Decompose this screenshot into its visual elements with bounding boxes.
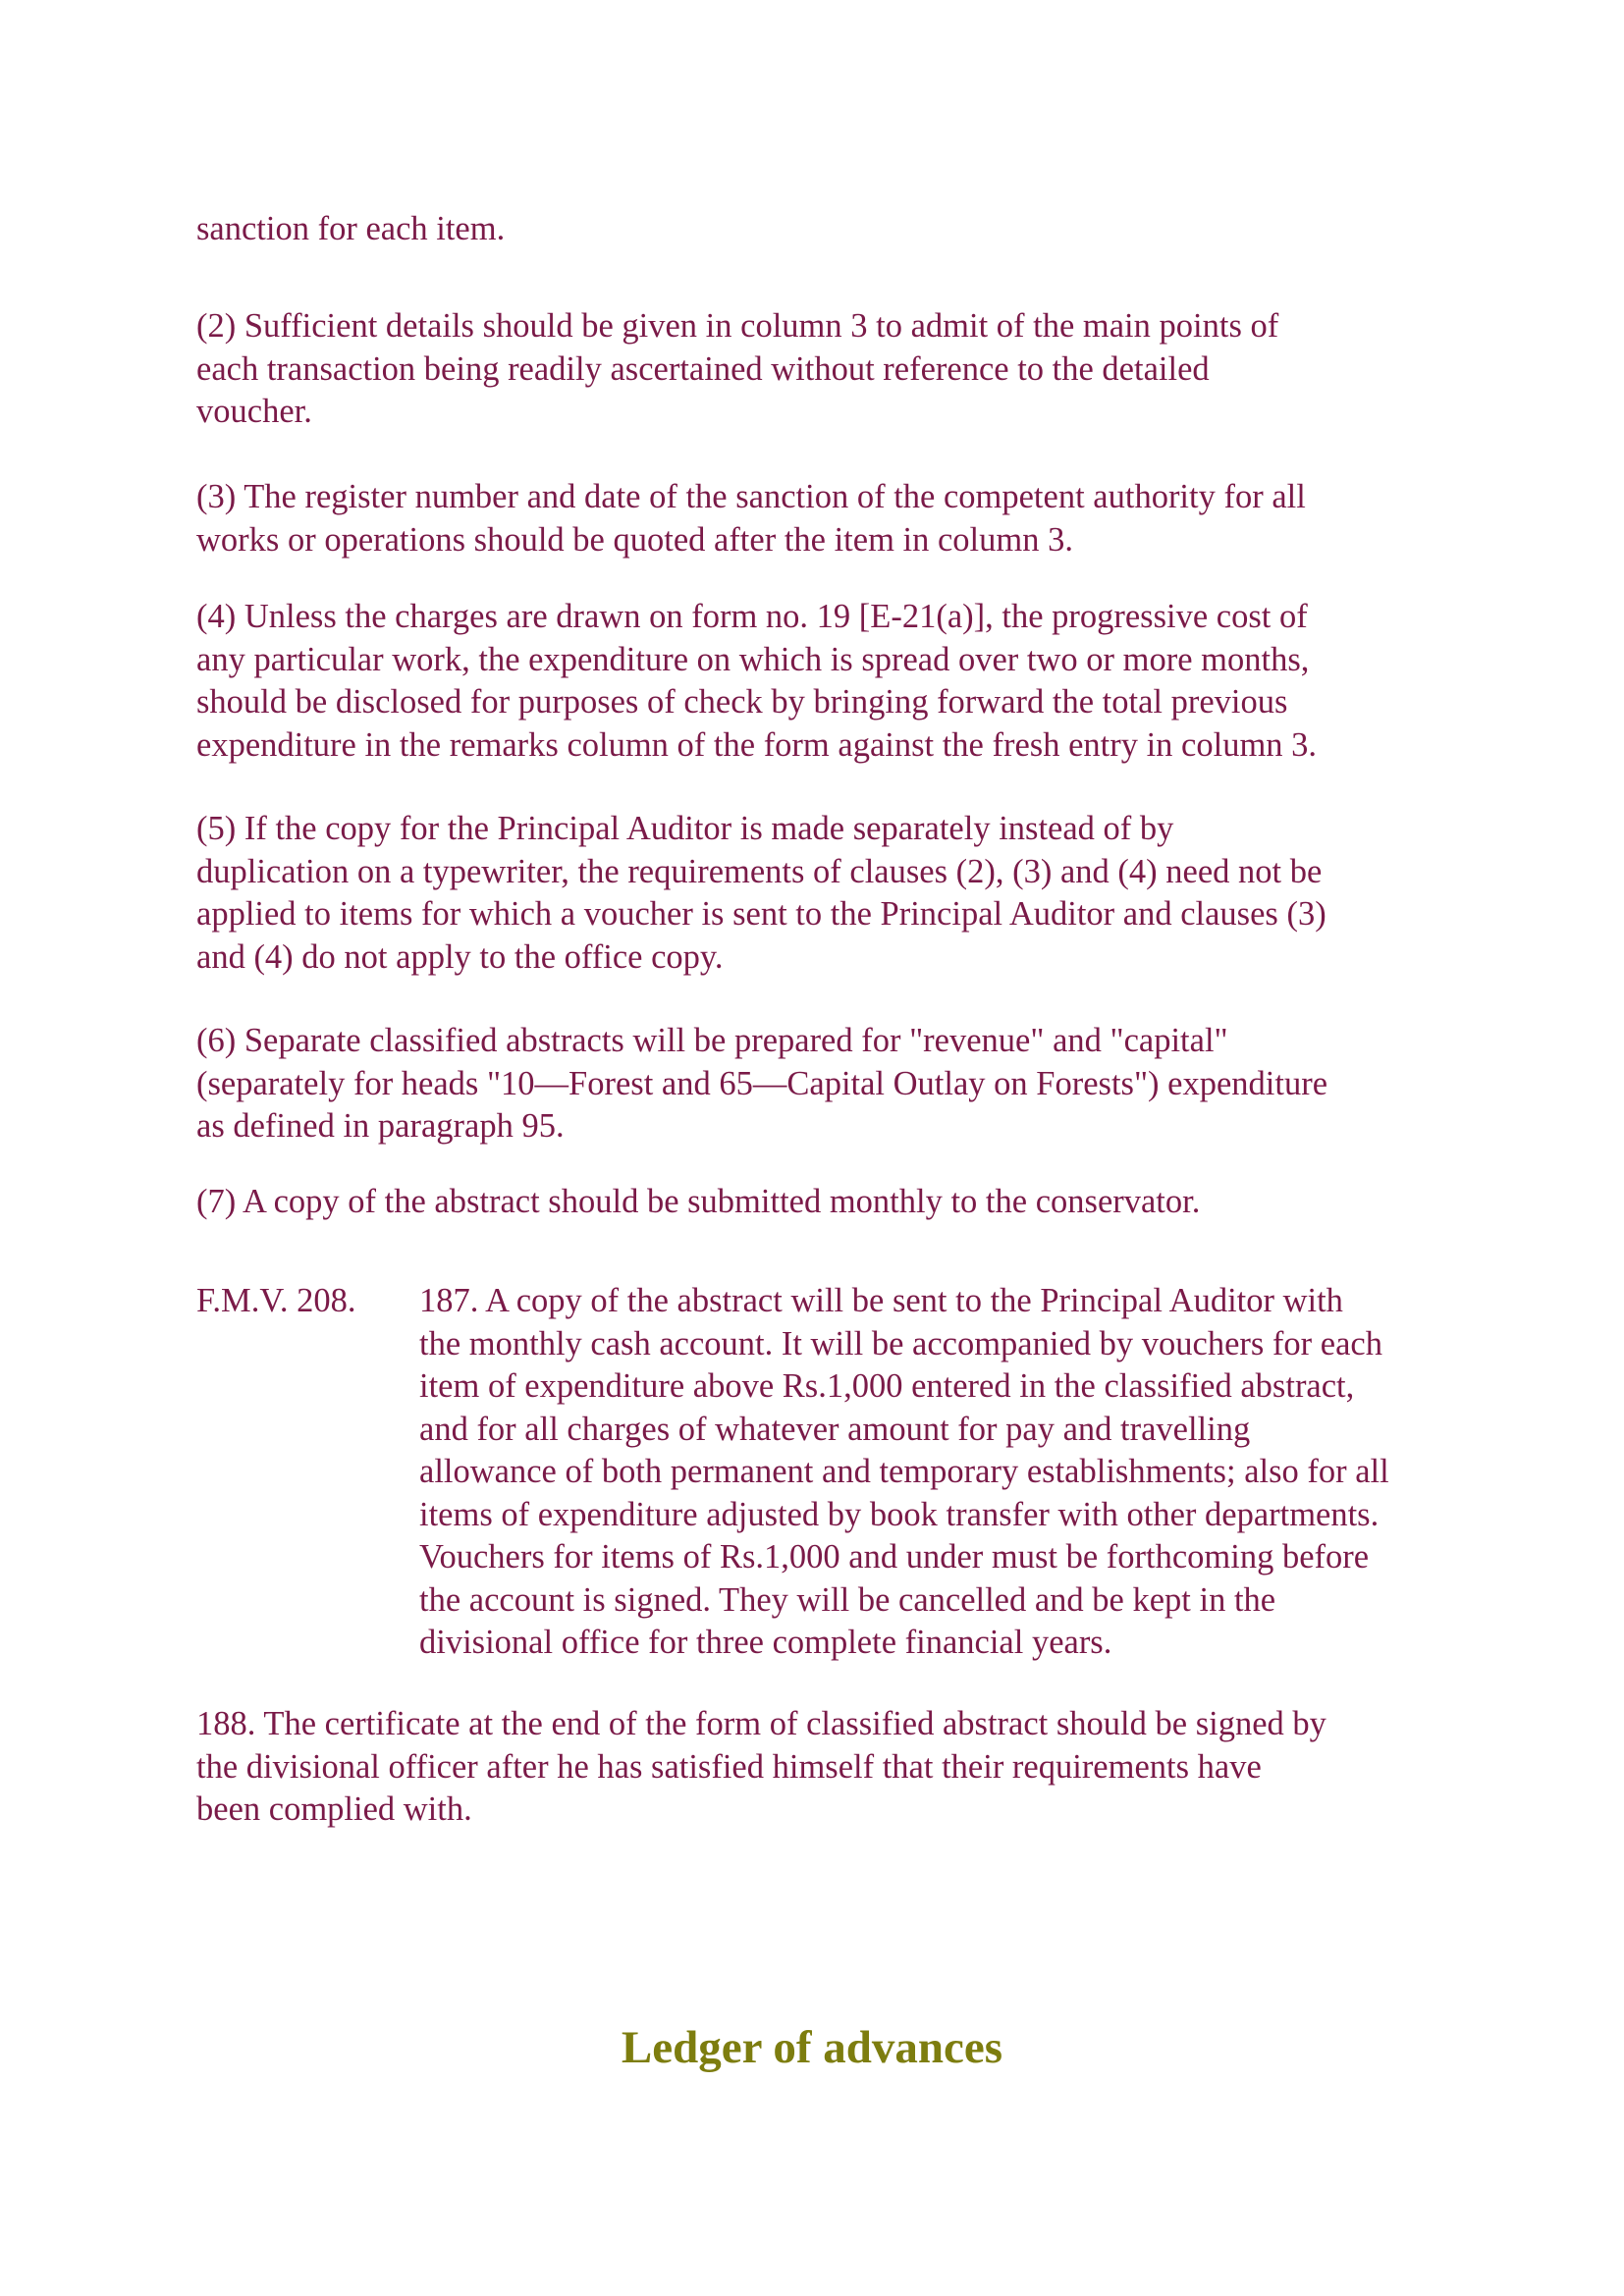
paragraph-187: 187. A copy of the abstract will be sent to the Principal Auditor with the monthly cash account. It will be accompanied by vouchers for each item of expenditure above Rs.1,000 entered in the classified abstract, and for all charges of whatever amount for pay and travelling allowance of both permanent and temporary establishments; also for all items of expenditure adjusted by book transfer with other departments. Vouchers for items of Rs.1,000 and under must be forthcoming before the account is signed. They will be cancelled and be kept in the divisional office for three complete financial years. [419, 1282, 1389, 1661]
margin-reference: F.M.V. 208. [196, 1282, 356, 1319]
paragraph-clause-4: (4) Unless the charges are drawn on form no. 19 [E-21(a)], the progressive cost of any particular work, the expenditure on which is spread over two or more months, should be disclosed for purposes of check by bringing forward the total previous expenditure in the remarks column of the form against the fresh entry in column 3. [196, 598, 1318, 764]
paragraph-clause-6: (6) Separate classified abstracts will be prepared for "revenue" and "capital" (separately for heads "10—Forest and 65—Capital Outlay on Forests") expenditure as defined in paragraph 95. [196, 1022, 1328, 1145]
paragraph-clause-5: (5) If the copy for the Principal Auditor is made separately instead of by duplication on a typewriter, the requirements of clauses (2), (3) and (4) need not be applied to items for which a voucher is sent to the Principal Auditor and clauses (3) and (4) do not apply to the office copy. [196, 810, 1326, 976]
paragraph-continued: sanction for each item. [196, 210, 506, 247]
paragraph-clause-7: (7) A copy of the abstract should be submitted monthly to the conservator. [196, 1183, 1201, 1220]
section-heading: Ledger of advances [621, 2022, 1003, 2073]
paragraph-188: 188. The certificate at the end of the form of classified abstract should be signed by the divisional officer after he has satisfied himself that their requirements have been complied with. [196, 1705, 1326, 1828]
paragraph-clause-2: (2) Sufficient details should be given in column 3 to admit of the main points of each transaction being readily ascertained without reference to the detailed voucher. [196, 307, 1279, 430]
paragraph-clause-3: (3) The register number and date of the sanction of the competent authority for all works or operations should be quoted after the item in column 3. [196, 478, 1306, 559]
